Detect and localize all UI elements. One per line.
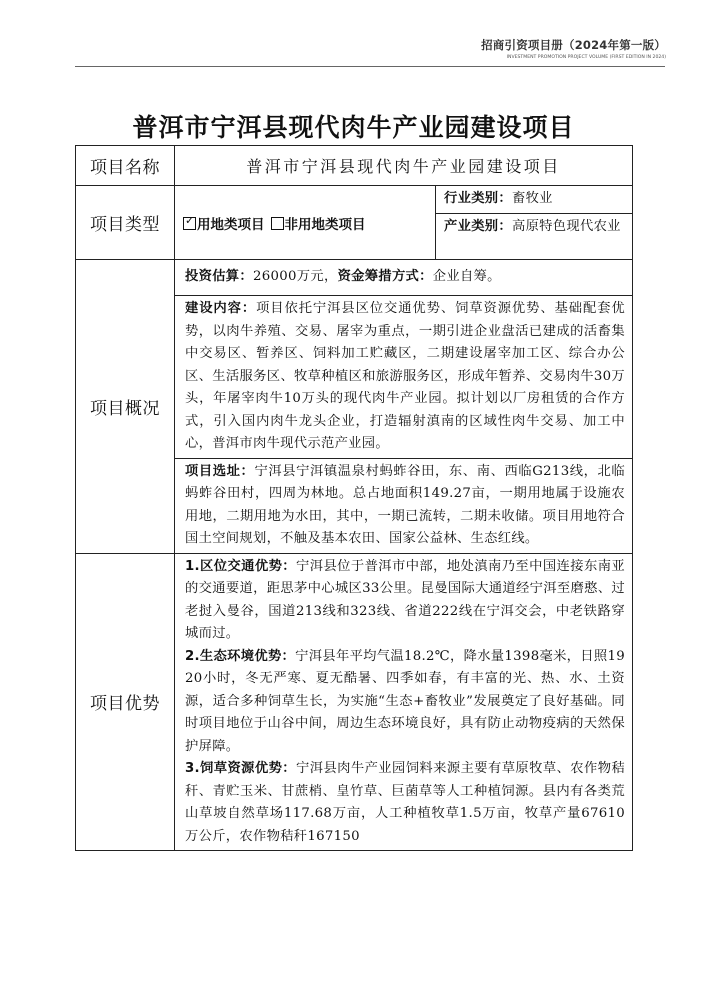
- label-project-advantages: 项目优势: [76, 553, 175, 851]
- header-subtitle: INVESTMENT PROMOTION PROJECT VOLUME (FIRST EDITION IN 2024): [506, 55, 666, 60]
- page-title: 普洱市宁洱县现代肉牛产业园建设项目: [132, 113, 575, 142]
- checkbox-empty-icon: [271, 217, 284, 230]
- label-project-type: 项目类型: [76, 186, 175, 260]
- advantage-3-label: 3.饲草资源优势：: [185, 761, 297, 776]
- label-project-overview: 项目概况: [76, 260, 175, 554]
- advantages-content: [175, 553, 633, 851]
- sector-label: 产业类别：: [444, 218, 512, 234]
- checkbox-checked-icon: ✓: [183, 217, 196, 230]
- invest-value: 26000万元，: [252, 269, 338, 285]
- investment-estimate: [175, 260, 633, 296]
- header-title: 招商引资项目册（2024年第一版）: [481, 38, 666, 52]
- advantage-2-value: 宁洱县年平均气温18.2℃，降水量1398毫米，日照1920小时，冬无严寒、夏无酷暑、四季如春，有丰富的光、热、水、土资源，适合多种饲草生长，为实施“生态+畜牧业”发展奠定了良好基础。同时项目地位于山谷中间，周边生态环境良好，具有防止动物疫病的天然保护屏障。: [185, 648, 626, 754]
- project-name-value: 普洱市宁洱县现代肉牛产业园建设项目: [175, 146, 633, 186]
- sector-value: 高原特色现代农业: [511, 218, 621, 234]
- row-investment: [76, 260, 633, 296]
- project-site: [175, 458, 633, 553]
- content-value: 项目依托宁洱县区位交通优势、饲草资源优势、基础配套优势，以肉牛养殖、交易、屠宰为重点，一期引进企业盘活已建成的活畜集中交易区、暂养区、饲料加工贮藏区，二期建设屠宰加工区、综合办公区、生活服务区、牧草种植区和旅游服务区，形成年暂养、交易肉牛30万头，年屠宰肉牛10万头的现代肉牛产业园。拟计划以厂房租赁的合作方式，引入国内肉牛龙头企业，打造辐射滇南的区域性肉牛交易、加工中心，普洱市肉牛现代示范产业园。: [185, 301, 626, 451]
- page-header: [366, 37, 666, 60]
- advantage-ecology: [185, 646, 625, 759]
- label-project-name: 项目名称: [76, 146, 175, 186]
- header-divider: [75, 66, 665, 67]
- construction-content: [175, 296, 633, 459]
- invest-label: 投资估算：: [185, 269, 253, 285]
- sector-category: [436, 213, 632, 241]
- project-type-options: [175, 186, 436, 260]
- row-project-type: [76, 186, 633, 260]
- industry-category: [436, 186, 632, 213]
- option-land-project: 用地类项目: [197, 216, 265, 233]
- advantage-2-label: 2.生态环境优势：: [185, 648, 296, 664]
- project-table: [75, 145, 633, 851]
- category-cell: [436, 186, 633, 260]
- advantage-location: [185, 556, 625, 646]
- site-value: 宁洱县宁洱镇温泉村蚂蚱谷田，东、南、西临G213线，北临蚂蚱谷田村，四周为林地。总占地面积149.27亩，一期用地属于设施农用地，二期用地为水田，其中，一期已流转，二期未收储。项目用地符合国土空间规划，不触及基本农田、国家公益林、生态红线。: [185, 463, 626, 546]
- row-advantages: [76, 553, 633, 851]
- advantage-forage: [185, 758, 625, 848]
- row-project-name: [76, 146, 633, 186]
- industry-label: 行业类别：: [444, 191, 512, 206]
- content-label: 建设内容：: [185, 301, 257, 316]
- advantage-1-value: 宁洱县位于普洱市中部，地处滇南乃至中国连接东南亚的交通要道，距思茅中心城区33公里。昆曼国际大通道经宁洱至磨憨、过老挝入曼谷，国道213线和323线、省道222线在宁洱交会，中老铁路穿城而过。: [185, 558, 626, 641]
- fund-value: 企业自筹。: [432, 269, 501, 285]
- advantage-1-label: 1.区位交通优势：: [185, 558, 297, 574]
- industry-value: 畜牧业: [511, 191, 553, 206]
- site-label: 项目选址：: [185, 463, 255, 479]
- fund-label: 资金筹措方式：: [337, 269, 433, 285]
- option-nonland-project: 非用地类项目: [284, 216, 366, 233]
- advantage-3-value: 宁洱县肉牛产业园饲料来源主要有草原牧草、农作物秸秆、青贮玉米、甘蔗梢、皇竹草、巨菌草等人工种植饲源。县内有各类荒山草坡自然草场117.68万亩，人工种植牧草1.5万亩，牧草产量67610万公斤，农作物秸秆167150: [185, 761, 626, 844]
